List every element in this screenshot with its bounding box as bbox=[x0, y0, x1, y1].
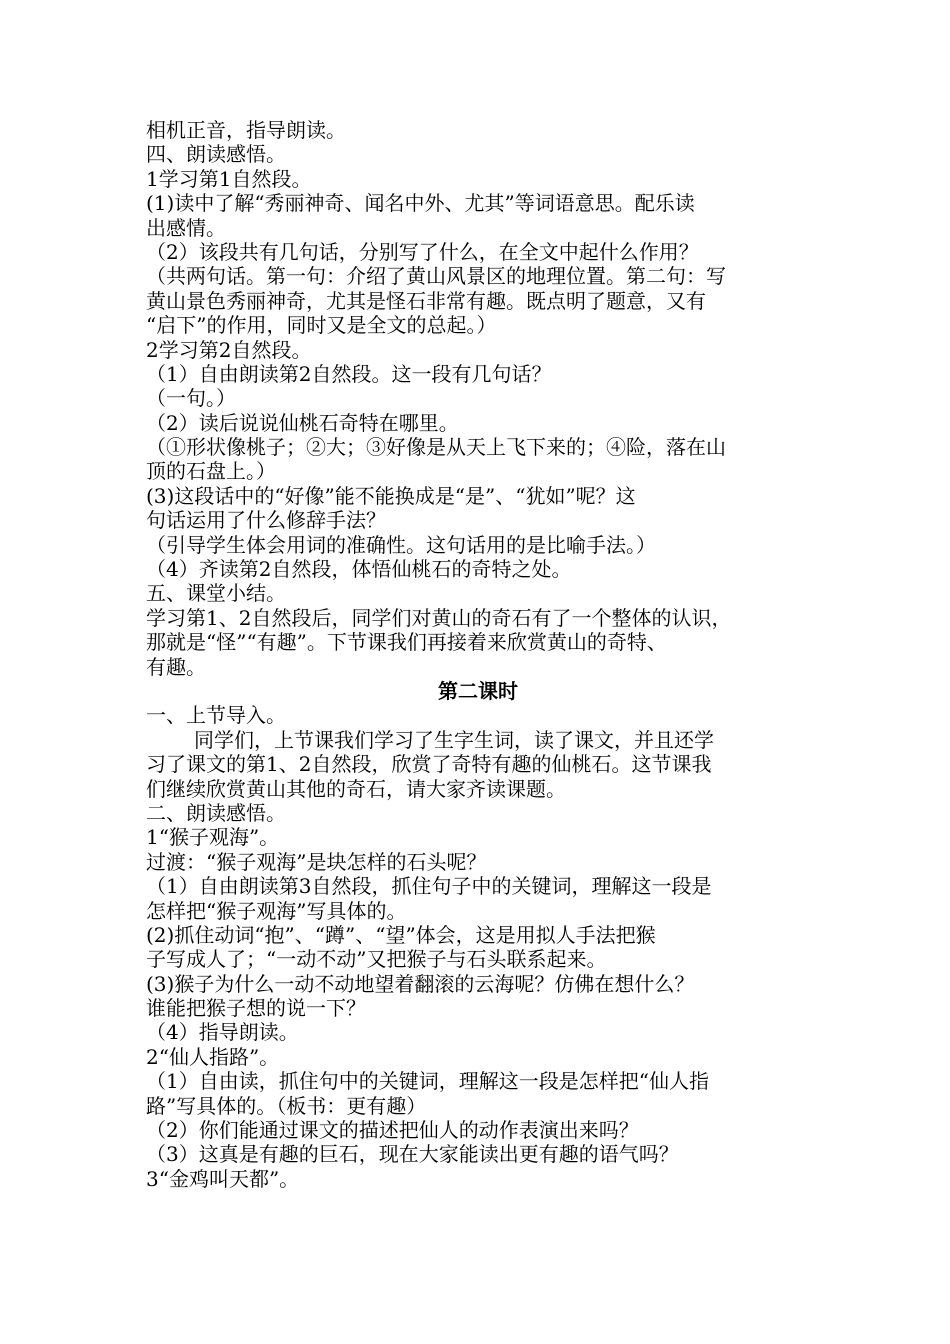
text-line: (1)读中了解“秀丽神奇、闻名中外、尤其”等词语意思。配乐读 bbox=[146, 191, 695, 216]
text-line: 2学习第2自然段。 bbox=[146, 337, 312, 362]
text-line: 1“猴子观海”。 bbox=[146, 825, 280, 850]
text-line: (2)抓住动词“抱”、“蹲”、“望”体会，这是用拟人手法把猴 bbox=[146, 922, 656, 947]
text-line: （4）齐读第2自然段，体悟仙桃石的奇特之处。 bbox=[146, 557, 572, 582]
text-line: （1）自由朗读第2自然段。这一段有几句话？ bbox=[146, 361, 552, 386]
text-line: （2）你们能通过课文的描述把仙人的动作表演出来吗？ bbox=[146, 1118, 639, 1143]
text-line: （①形状像桃子；②大；③好像是从天上飞下来的；④险，落在山 bbox=[146, 435, 726, 460]
section-heading-4: 四、朗读感悟。 bbox=[146, 142, 286, 167]
text-line: 谁能把猴子想的说一下？ bbox=[146, 996, 366, 1021]
text-line: （4）指导朗读。 bbox=[146, 1020, 299, 1045]
text-line: 出感情。 bbox=[146, 215, 226, 240]
text-line: （一句。） bbox=[146, 386, 236, 411]
text-line: （1）自由读，抓住句中的关键词，理解这一段是怎样把“仙人指 bbox=[146, 1069, 709, 1094]
text-line: 路”写具体的。（板书：更有趣） bbox=[146, 1093, 427, 1118]
text-line: (3)猴子为什么一动不动地望着翻滚的云海呢？仿佛在想什么？ bbox=[146, 971, 695, 996]
text-line: 那就是“怪”“有趣”。下节课我们再接着来欣赏黄山的奇特、 bbox=[146, 630, 667, 655]
text-line: 3“金鸡叫天都”。 bbox=[146, 1166, 300, 1191]
text-line: （2）读后说说仙桃石奇特在哪里。 bbox=[146, 410, 459, 435]
text-line: 2“仙人指路”。 bbox=[146, 1044, 280, 1069]
section-heading-2: 二、朗读感悟。 bbox=[146, 800, 286, 825]
section-heading-5: 五、课堂小结。 bbox=[146, 581, 286, 606]
text-line: (3)这段话中的“好像”能不能换成是“是”、“犹如”呢？这 bbox=[146, 483, 636, 508]
text-line: 们继续欣赏黄山其他的奇石，请大家齐读课题。 bbox=[146, 776, 566, 801]
text-line: 黄山景色秀丽神奇，尤其是怪石非常有趣。既点明了题意，又有 bbox=[146, 288, 706, 313]
text-line: 1学习第1自然段。 bbox=[146, 166, 312, 191]
section-heading-1: 一、上节导入。 bbox=[146, 703, 286, 728]
text-line: 有趣。 bbox=[146, 654, 206, 679]
text-line: （2）该段共有几句话，分别写了什么，在全文中起什么作用？ bbox=[146, 239, 699, 264]
lesson-heading: 第二课时 bbox=[438, 678, 518, 703]
document-body bbox=[146, 118, 810, 1191]
text-line: 同学们，上节课我们学习了生字生词，读了课文，并且还学 bbox=[194, 727, 714, 752]
text-line: 习了课文的第1、2自然段，欣赏了奇特有趣的仙桃石。这节课我 bbox=[146, 752, 712, 777]
text-line: 学习第1、2自然段后，同学们对黄山的奇石有了一个整体的认识， bbox=[146, 605, 732, 630]
text-line: 相机正音，指导朗读。 bbox=[146, 118, 346, 142]
text-line: 子写成人了；“一动不动”又把猴子与石头联系起来。 bbox=[146, 947, 607, 972]
text-line: （共两句话。第一句：介绍了黄山风景区的地理位置。第二句：写 bbox=[146, 264, 726, 289]
text-line: 句话运用了什么修辞手法？ bbox=[146, 508, 386, 533]
text-line: （引导学生体会用词的准确性。这句话用的是比喻手法。） bbox=[146, 532, 656, 557]
text-line: 怎样把“猴子观海”写具体的。 bbox=[146, 898, 407, 923]
text-line: 顶的石盘上。） bbox=[146, 459, 276, 484]
text-line: （1）自由朗读第3自然段，抓住句子中的关键词，理解这一段是 bbox=[146, 874, 712, 899]
text-line: 过渡：“猴子观海”是块怎样的石头呢？ bbox=[146, 849, 487, 874]
text-line: （3）这真是有趣的巨石，现在大家能读出更有趣的语气吗？ bbox=[146, 1142, 679, 1167]
text-line: “启下”的作用，同时又是全文的总起。） bbox=[146, 313, 497, 338]
